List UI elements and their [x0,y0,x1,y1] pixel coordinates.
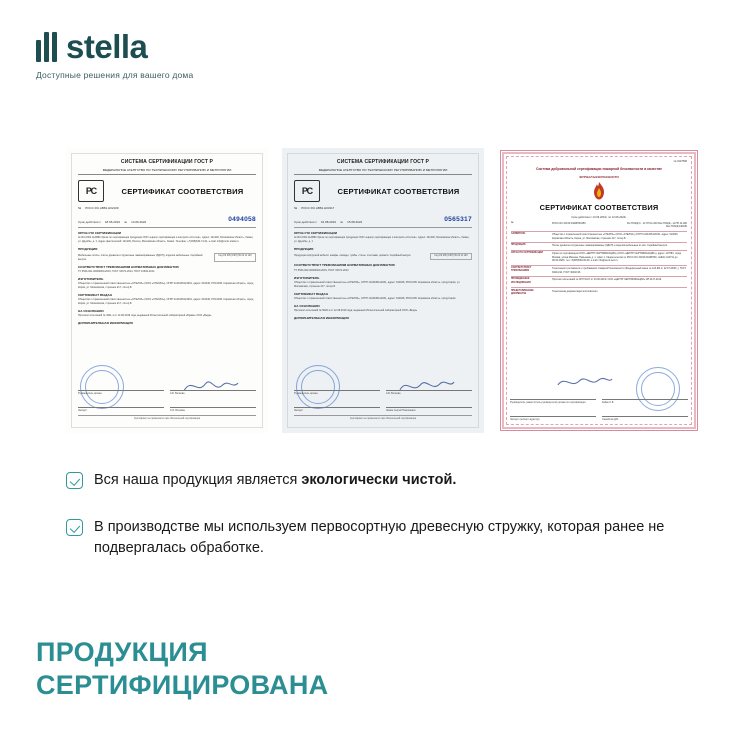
certificate-top-number: № 0117596 [673,160,687,163]
certificate-body [502,152,696,429]
benefit-text [94,470,456,491]
field-key: ПРОВЕДЕННЫЕ ИССЛЕДОВАНИЯ [511,278,531,284]
section-heading: ПРОДУКЦИЯ [294,246,314,251]
sign-right [510,408,596,421]
certificate-field-row [511,267,687,274]
certificate-body [71,153,263,428]
field-key: ПРЕДСТАВЛЕННЫЕ ДОКУМЕНТЫ [511,289,534,295]
reg-value: РОСС RU.АВ81.Н02109 [85,206,119,211]
certificate-system: Система добровольной сертификации пожарной безопасности в качестве [536,166,662,171]
certificate-system: СИСТЕМА СЕРТИФИКАЦИИ ГОСТ Р [120,159,214,165]
brand-logo [36,30,193,80]
sign-right [294,399,380,412]
section-text: ТУ 5534-002-00000000-2016, ГОСТ 16371-2014 [294,268,349,272]
valid-to: 13.06.2022 [131,219,147,224]
spacer [78,326,256,362]
field-key: ОРГАН ПО СЕРТИФИКАЦИИ [511,252,543,255]
certificate-title-row [78,180,256,202]
sign-right-role: Эксперт (эксперт-аудитор) [510,417,540,421]
sign-left-role: Руководитель органа [78,392,102,396]
section-text: Общество с ограниченной ответственностью «СТЕЛЛА» (ООО «СТЕЛЛА»), ОГРН 1134345121931, адрес: 610046, РОССИЯ, Кировская область, город Киров, ул. Московская, строение 217, литер Б [78,282,254,290]
checkbox-check-icon [66,519,83,536]
list-item [66,470,686,491]
benefit-text-strong: экологически чистой. [301,472,457,488]
section-text: Мебельные плиты, плиты древесно-стружечные ламинированные (ЛДСП), изделия мебельные. Серийный выпуск. [78,254,203,261]
sign-left [294,382,380,395]
valid-to-label: по [339,219,344,224]
sign-left-name: А.Б. Волкова [386,392,401,396]
sign-right-name-col [386,399,472,412]
reg-label: № [511,221,514,224]
certificate-field-row [511,252,687,262]
certificate-validity-row [294,215,472,225]
section-heading: НА ОСНОВАНИИ [294,303,320,308]
okp-code-box: Код ОК 005 (ОКП) 56 26 11 100 [214,253,256,262]
sign-left [510,391,596,404]
rst-emblem-icon: РС [78,180,104,202]
footer-headline-line2: СЕРТИФИЦИРОВАНА [36,670,329,701]
certificate-field-row [511,278,687,285]
section-heading: ИЗГОТОВИТЕЛЬ [78,276,104,281]
certificate-agency: ФЕДЕРАЛЬНОЕ АГЕНТСТВО ПО ТЕХНИЧЕСКОМУ РЕГУЛИРОВАНИЮ И МЕТРОЛОГИИ [78,168,256,175]
sign-right-name: С.И. Волкова [170,408,185,412]
certificate-number: 0494058 [228,215,256,223]
flame-icon [590,181,608,201]
brand-name: stella [66,28,148,65]
okp-code-box: Код ОК 005 (ОКП) 56 26 11 100 [430,253,472,260]
certificate-validity-row [78,215,256,225]
signature-icon [556,371,614,393]
certificate-field-row [511,233,687,240]
sign-right-name: Самойлов Д.В. [602,417,619,421]
field-key: СООТВЕТСТВУЕТ ТРЕБОВАНИЯМ [511,267,532,273]
section-text: ТУ 5534-001-00000000-2015, ГОСТ 16371-2014, ГОСТ 10632-2014 [78,270,155,274]
sign-left-name-col [602,391,688,404]
field-value: Техническая документация изготовителя [552,289,598,293]
certificate-footer [510,391,688,421]
reg-value: РОСС RU.АВ81.Н03117 [301,206,335,211]
sign-left-role: Руководитель (заместитель руководителя) органа по сертификации [510,401,586,405]
sign-right-name: Зимин Сергей Николаевич [386,408,416,412]
section-text: № RU.0001.11АВ81 Орган по сертификации продукции ООО «Центр сертификации и контроля «Стелла». Адрес: 141400, Московская область, Химки, ул. Дружбы, д. 1, Адрес фактический: 141400, Россия, Московская область, Химки. Телефон: +7(495)640-71-01, e-mail: info@centr-stella.ru [78,236,254,243]
reg-value: РОСС RU.31153.04ЖБН00459 [552,221,586,225]
brand-row [36,30,193,64]
benefit-text-plain: В производстве мы используем первосортную древесную стружку, которая ранее не подвергалась обработке. [94,519,665,557]
valid-from: 18.06.2019 [104,219,120,224]
sign-left-role: Руководитель органа [294,392,318,396]
list-item [66,517,686,559]
certificate-title-row [294,180,472,202]
sign-right [78,399,164,412]
section-text: Протокол испытаний № 4311-1 от 14.06.2019 года, выданный Испытательной лабораторией «Браво» ООО «Веда» [78,314,212,318]
certificate-reg-row [78,206,256,210]
certificate-validity: Срок действия с 13.06.2019г. по 12.06.2024г. [571,215,627,219]
sign-left [78,382,164,395]
certificate-footer [294,382,472,421]
product-grid [78,253,256,262]
certificate-gost-2[interactable] [282,148,484,433]
field-value: Орган по сертификации ООО «ЦЕНТР СЕРТИФИКАЦИИ» (ООО «ЦЕНТР СЕРТИФИКАЦИИ»), адрес: 127083, город Москва, улица Мишина, Нарышкин д. 1, офис 1. Свидетельство № РОСС RU.31153.04ЖБН00, №ФАС-100711 до 08.02.2020г. тел.: 8(495)500-00-00, e-mail: info@centr-sert.ru [552,252,682,263]
certificate-footnote: Сертификат не применяется при обязательной сертификации [294,415,472,421]
certificate-reg-row [294,206,472,210]
certificate-agency: ФЕДЕРАЛЬНОЕ АГЕНТСТВО ПО ТЕХНИЧЕСКОМУ РЕГУЛИРОВАНИЮ И МЕТРОЛОГИИ [294,168,472,175]
section-heading: СЕРТИФИКАТ ВЫДАН [294,291,328,296]
field-value: Плиты древесно-стружечные ламинированные (ЛДСП) и изделия мебельные из них. Серийный выпуск. [552,244,668,248]
section-text: Общество с ограниченной ответственностью «СТЕЛЛА» (ООО «СТЕЛЛА»), ОГРН 1134345121931, адрес: 610046, РОССИЯ, Кировская область, город Киров, ул. Московская, строение 217, литер Б [78,298,254,306]
section-heading: ИЗГОТОВИТЕЛЬ [294,275,320,280]
certificate-gost-1[interactable] [66,148,268,433]
sign-left-name: Кабан С.В. [602,401,614,405]
valid-from: 16.08.2019 [320,219,336,224]
section-text: Общество с ограниченной ответственностью «СТЕЛЛА», ОГРН 1134345121931, адрес: 610046, РОССИЯ, Кировская область, город Киров [294,297,456,301]
sign-left-name: А.Б. Волкова [170,392,185,396]
certificate-system-2: ЖУРНАЛ БЕЗОПАСНОСТИ [579,174,619,179]
certificate-reg-row [511,222,687,229]
section-heading: ОРГАН ПО СЕРТИФИКАЦИИ [294,230,337,235]
sign-left-name-col [386,382,472,395]
spacer [294,321,472,357]
certificates-gallery [66,148,700,433]
certificate-footnote: Сертификат не применяется при обязательной сертификации [78,415,256,421]
field-value: Общество с ограниченной ответственностью «СТЕЛЛА» (ООО «СТЕЛЛА») ОГРН 1134345121931, адрес: 610046, Кировская область, Киров, ул. Московская, строение 217, литер Б [552,233,679,240]
section-heading: НА ОСНОВАНИИ [78,308,104,313]
certificate-system: СИСТЕМА СЕРТИФИКАЦИИ ГОСТ Р [336,159,430,165]
certificate-fire-safety[interactable] [498,148,700,433]
reg-right-col: Рег.ПОЖД С - 11.ПП.11-000 Rus.ПОЖД - 11.ПП.11-000 Rus.ПОЖД 440040 [626,221,687,229]
rst-emblem-icon: РС [294,180,320,202]
reg-label: № [294,206,298,211]
brand-tagline: Доступные решения для вашего дома [36,70,194,80]
valid-to: 15.08.2022 [347,219,363,224]
footer-headline-line1: ПРОДУКЦИЯ [36,637,208,668]
checkbox-check-icon [66,472,83,489]
valid-label: Срок действия с [78,219,101,224]
certificate-title: СЕРТИФИКАТ СООТВЕТСТВИЯ [337,186,460,196]
certificate-title: СЕРТИФИКАТ СООТВЕТСТВИЯ [121,186,244,196]
section-heading: ПРОДУКЦИЯ [78,246,98,251]
section-text: Протокол испытаний № 5029-1 от 12.08.2019 года, выданный Испытательной лабораторией ООО «Веда» [294,309,418,313]
sign-right-role: Эксперт [294,408,303,412]
certificate-field-row [511,244,687,247]
valid-to-label: по [123,219,128,224]
certificate-footer [78,382,256,421]
field-value: Технического регламента о требованиях пожарной безопасности (Федеральный закон № 123-ФЗ от 22.07.2008 г.), ГОСТ 30244-94, ГОСТ 30402-96 [552,267,686,274]
section-heading: ДОПОЛНИТЕЛЬНАЯ ИНФОРМАЦИЯ [294,316,349,321]
benefit-text-plain: Вся наша продукция является [94,472,302,488]
certificate-number: 0565317 [444,215,472,223]
sign-right-name-col [602,408,688,421]
certificate-title: СЕРТИФИКАТ СООТВЕТСТВИЯ [539,203,659,213]
field-key: ПРОДУКЦИЯ [511,244,526,247]
section-heading: СООТВЕТСТВУЕТ ТРЕБОВАНИЯМ НОРМАТИВНЫХ ДОКУМЕНТОВ [78,264,179,269]
field-value: Протокол испытаний № 3877/19-П от 23.06.2019г. ООО «ЦЕНТР СЕРТИФИКАЦИИ» ИЛ 0147-2019 [552,278,662,282]
section-heading: ДОПОЛНИТЕЛЬНАЯ ИНФОРМАЦИЯ [78,321,133,326]
footer-headline [36,636,328,702]
certificate-field-row [511,290,687,297]
section-heading: СЕРТИФИКАТ ВЫДАН [78,292,112,297]
benefit-text [94,517,686,559]
stella-bars-icon [36,32,57,62]
field-key: ЗАЯВИТЕЛЬ [511,233,526,236]
section-text: № RU.0001.11АВ81 Орган по сертификации продукции ООО «Центр сертификации и контроля «Стелла». Адрес: 141400, Московская область, Химки, ул. Дружбы, д. 1 [294,236,470,243]
sign-right-role: Эксперт [78,408,87,412]
section-text: Продукция корпусной мебели: шкафы, комоды, тумбы, столы, стеллажи, кровати. Серийный выпуск. [294,254,412,258]
reg-label: № [78,206,82,211]
section-text: Общество с ограниченной ответственностью «СТЕЛЛА», ОГРН 1134345121931, адрес: 610046, РОССИЯ, Кировская область, город Киров, ул. Московская, строение 217, литер Б [294,281,461,288]
benefits-list [66,470,686,585]
section-heading: ОРГАН ПО СЕРТИФИКАЦИИ [78,230,121,235]
sign-right-name-col [170,399,256,412]
valid-label: Срок действия с [294,219,317,224]
product-grid [294,253,472,260]
certificate-body [287,153,479,428]
sign-left-name-col [170,382,256,395]
section-heading: СООТВЕТСТВУЕТ ТРЕБОВАНИЯМ НОРМАТИВНЫХ ДОКУМЕНТОВ [294,263,395,268]
